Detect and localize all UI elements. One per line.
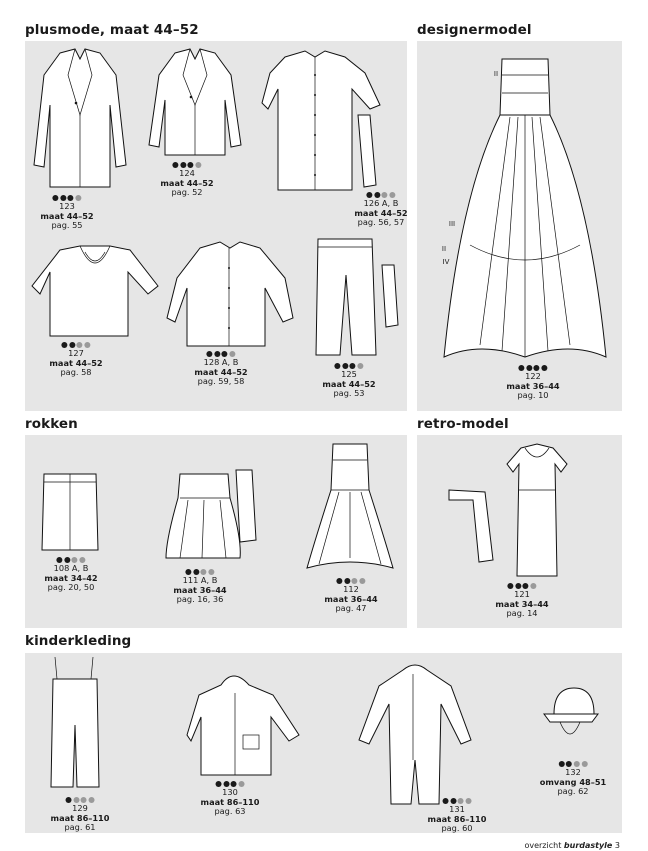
pattern-number: 128 A, B — [203, 357, 239, 367]
difficulty-dot-empty — [359, 578, 365, 584]
dress-126-drawing — [260, 45, 400, 195]
pattern-size: maat 34–42 — [44, 572, 98, 583]
caption-127 — [49, 340, 102, 378]
skirt-112-drawing — [305, 440, 395, 575]
difficulty-dot-filled — [443, 798, 449, 804]
difficulty-dot-empty — [72, 557, 78, 563]
difficulty-dot-filled — [207, 351, 213, 357]
difficulty-dot-empty — [581, 761, 587, 767]
pattern-page: pag. 63 — [214, 806, 246, 817]
difficulty-dot-filled — [62, 342, 68, 348]
difficulty-dots — [540, 759, 606, 767]
pattern-number: 122 — [525, 371, 541, 381]
trousers-125-drawing — [310, 235, 405, 360]
dungarees-129-drawing — [45, 655, 105, 795]
pattern-size: maat 44–52 — [354, 207, 408, 218]
pattern-size: maat 44–52 — [194, 366, 248, 377]
difficulty-dot-filled — [344, 578, 350, 584]
pattern-size: omvang 48–51 — [539, 776, 607, 787]
caption-131 — [428, 796, 487, 834]
difficulty-dot-empty — [458, 798, 464, 804]
panel-kids — [25, 653, 622, 833]
pattern-page: pag. 52 — [171, 187, 203, 198]
caption-112 — [324, 576, 377, 614]
gown-122-drawing — [440, 45, 610, 365]
difficulty-dot-empty — [79, 557, 85, 563]
difficulty-dot-filled — [526, 365, 532, 371]
difficulty-dot-filled — [53, 195, 59, 201]
pattern-number: 127 — [68, 348, 84, 358]
pattern-page: pag. 53 — [333, 388, 365, 399]
difficulty-dots — [354, 190, 407, 198]
shirt-128-drawing — [165, 238, 300, 350]
designer-label-ii-low: II — [441, 245, 447, 253]
skirt-111-drawing — [162, 460, 262, 565]
pattern-size: maat 36–44 — [324, 593, 378, 604]
difficulty-dot-filled — [523, 583, 529, 589]
caption-132 — [540, 759, 606, 797]
difficulty-dot-empty — [77, 342, 83, 348]
pattern-page: pag. 59, 58 — [197, 376, 245, 387]
difficulty-dot-empty — [84, 342, 90, 348]
difficulty-dots — [173, 567, 226, 575]
difficulty-dot-filled — [222, 351, 228, 357]
difficulty-dot-empty — [229, 351, 235, 357]
caption-111 — [173, 567, 226, 605]
difficulty-dot-empty — [88, 797, 94, 803]
designer-label-iv: IV — [442, 258, 450, 266]
pattern-size: maat 44–52 — [322, 378, 376, 389]
pattern-page: pag. 60 — [441, 823, 473, 834]
difficulty-dot-filled — [541, 365, 547, 371]
difficulty-dots — [506, 363, 559, 371]
pattern-page: pag. 14 — [506, 608, 538, 619]
designer-label-iii: III — [448, 220, 456, 228]
difficulty-dot-filled — [519, 365, 525, 371]
pattern-number: 125 — [341, 369, 357, 379]
caption-121 — [495, 581, 548, 619]
pattern-page: pag. 47 — [335, 603, 367, 614]
caption-124 — [160, 160, 213, 198]
pattern-page: pag. 58 — [60, 367, 92, 378]
difficulty-dot-filled — [515, 583, 521, 589]
pattern-number: 124 — [179, 168, 195, 178]
footer-page-number: 3 — [614, 841, 620, 850]
difficulty-dots — [40, 193, 93, 201]
top-127-drawing — [30, 240, 160, 340]
pattern-number: 112 — [343, 584, 359, 594]
caption-130 — [201, 779, 260, 817]
difficulty-dot-empty — [195, 162, 201, 168]
difficulty-dot-filled — [57, 557, 63, 563]
difficulty-dots — [495, 581, 548, 589]
pattern-number: 126 A, B — [363, 198, 399, 208]
difficulty-dot-filled — [566, 761, 572, 767]
difficulty-dot-empty — [81, 797, 87, 803]
pattern-size: maat 36–44 — [173, 584, 227, 595]
difficulty-dot-filled — [342, 363, 348, 369]
difficulty-dot-empty — [530, 583, 536, 589]
caption-122 — [506, 363, 559, 401]
difficulty-dots — [51, 795, 110, 803]
difficulty-dot-empty — [73, 797, 79, 803]
difficulty-dots — [324, 576, 377, 584]
pattern-number: 131 — [449, 804, 465, 814]
pattern-number: 132 — [565, 767, 581, 777]
difficulty-dot-filled — [337, 578, 343, 584]
difficulty-dot-empty — [201, 569, 207, 575]
caption-129 — [51, 795, 110, 833]
section-heading-designer: designermodel — [417, 22, 532, 38]
difficulty-dot-filled — [450, 798, 456, 804]
difficulty-dot-filled — [64, 557, 70, 563]
pattern-number: 121 — [514, 589, 530, 599]
pattern-page: pag. 61 — [64, 822, 96, 833]
pattern-page: pag. 20, 50 — [47, 582, 95, 593]
difficulty-dot-filled — [216, 781, 222, 787]
difficulty-dot-filled — [367, 192, 373, 198]
difficulty-dot-empty — [75, 195, 81, 201]
difficulty-dot-empty — [382, 192, 388, 198]
page-footer — [524, 841, 620, 850]
section-heading-plus: plusmode, maat 44–52 — [25, 22, 199, 38]
difficulty-dot-empty — [389, 192, 395, 198]
caption-108 — [44, 555, 97, 593]
overall-131-drawing — [355, 660, 475, 810]
difficulty-dot-empty — [574, 761, 580, 767]
difficulty-dot-filled — [186, 569, 192, 575]
difficulty-dot-filled — [231, 781, 237, 787]
difficulty-dot-filled — [180, 162, 186, 168]
pattern-size: maat 86–110 — [50, 812, 110, 823]
difficulty-dot-filled — [335, 363, 341, 369]
raincoat-130-drawing — [185, 665, 305, 780]
footer-prefix: overzicht — [524, 841, 562, 850]
difficulty-dot-filled — [350, 363, 356, 369]
caption-128 — [194, 349, 247, 387]
difficulty-dot-filled — [66, 797, 72, 803]
difficulty-dot-filled — [534, 365, 540, 371]
difficulty-dots — [44, 555, 97, 563]
pattern-size: maat 34–44 — [495, 598, 549, 609]
pattern-page: pag. 10 — [517, 390, 549, 401]
caption-126 — [354, 190, 407, 228]
pattern-number: 129 — [72, 803, 88, 813]
difficulty-dot-empty — [208, 569, 214, 575]
difficulty-dot-filled — [559, 761, 565, 767]
pattern-number: 130 — [222, 787, 238, 797]
difficulty-dot-filled — [68, 195, 74, 201]
pattern-number: 108 A, B — [53, 563, 89, 573]
difficulty-dots — [428, 796, 487, 804]
pattern-size: maat 86–110 — [427, 813, 487, 824]
difficulty-dot-filled — [60, 195, 66, 201]
caption-123 — [40, 193, 93, 231]
dress-121-drawing — [445, 440, 585, 580]
difficulty-dot-empty — [357, 363, 363, 369]
difficulty-dot-empty — [238, 781, 244, 787]
pattern-size: maat 44–52 — [49, 357, 103, 368]
skirt-108-drawing — [38, 470, 113, 555]
caption-125 — [322, 361, 375, 399]
pattern-size: maat 36–44 — [506, 380, 560, 391]
difficulty-dots — [322, 361, 375, 369]
hat-132-drawing — [540, 680, 600, 750]
footer-brand: burdastyle — [563, 841, 613, 850]
section-heading-kids: kinderkleding — [25, 633, 132, 649]
difficulty-dot-filled — [374, 192, 380, 198]
pattern-size: maat 44–52 — [40, 210, 94, 221]
section-heading-retro: retro-model — [417, 416, 509, 432]
difficulty-dot-filled — [223, 781, 229, 787]
pattern-page: pag. 62 — [557, 786, 589, 797]
difficulty-dots — [194, 349, 247, 357]
jacket-124-drawing — [145, 45, 245, 160]
coat-123-drawing — [30, 45, 130, 190]
pattern-size: maat 86–110 — [200, 796, 260, 807]
difficulty-dot-empty — [352, 578, 358, 584]
difficulty-dot-filled — [173, 162, 179, 168]
pattern-page: pag. 16, 36 — [176, 594, 224, 605]
difficulty-dot-empty — [465, 798, 471, 804]
pattern-size: maat 44–52 — [160, 177, 214, 188]
pattern-number: 111 A, B — [182, 575, 218, 585]
pattern-page: pag. 55 — [51, 220, 83, 231]
difficulty-dot-filled — [69, 342, 75, 348]
designer-label-ii-top: II — [493, 70, 499, 78]
difficulty-dots — [201, 779, 260, 787]
difficulty-dot-filled — [188, 162, 194, 168]
difficulty-dots — [49, 340, 102, 348]
difficulty-dots — [160, 160, 213, 168]
difficulty-dot-filled — [214, 351, 220, 357]
section-heading-skirts: rokken — [25, 416, 78, 432]
pattern-page: pag. 56, 57 — [357, 217, 405, 228]
difficulty-dot-filled — [508, 583, 514, 589]
difficulty-dot-filled — [193, 569, 199, 575]
pattern-number: 123 — [59, 201, 75, 211]
